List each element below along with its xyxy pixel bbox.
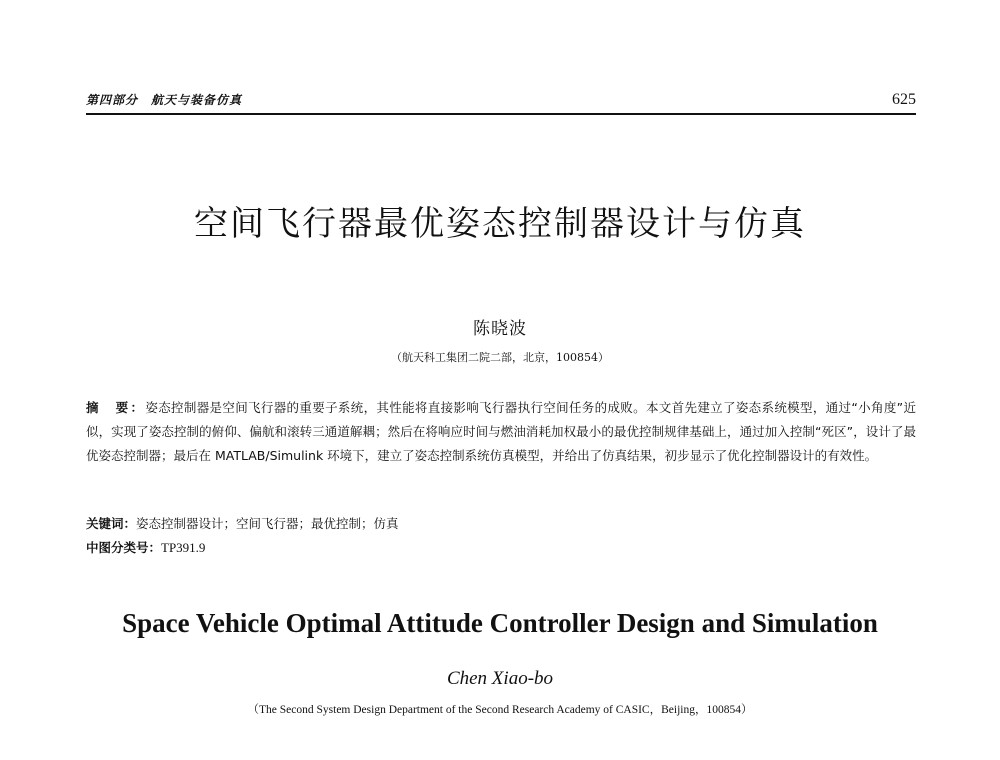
author-cn: 陈晓波 [473, 319, 527, 339]
classification-label: 中图分类号： [86, 540, 162, 555]
affiliation-en: （The Second System Design Department of the Second Research Academy of CASIC，Beijing，100854） [247, 704, 753, 716]
abstract-text: 姿态控制器是空间飞行器的重要子系统，其性能将直接影响飞行器执行空间任务的成败。本文首先建立了姿态系统模型，通过“小角度”近似，实现了姿态控制的俯仰、偏航和滚转三通道解耦；然后在将响应时间与燃油消耗加权最小的最优控制规律基础上，通过加入控制“死区”，设计了最优姿态控制器；最后在 MATLAB/Simulink 环境下，建立了姿态控制系统仿真模型，并给出了仿真结果，初步显示了优化控制器设计的有效性。 [86, 400, 916, 463]
paper-title-cn: 空间飞行器最优姿态控制器设计与仿真 [194, 204, 806, 244]
classification-value: TP391.9 [161, 540, 206, 555]
header-section-title: 第四部分 航天与装备仿真 [86, 93, 243, 107]
abstract-cn [86, 396, 916, 468]
keywords-text: 姿态控制器设计；空间飞行器；最优控制；仿真 [136, 516, 399, 531]
abstract-label: 摘 要： [86, 400, 146, 415]
keywords-cn [86, 513, 916, 535]
header-rule [86, 113, 916, 115]
page-number: 625 [892, 91, 916, 108]
running-header [86, 92, 916, 112]
classification-number [86, 537, 916, 559]
paper-title-en: Space Vehicle Optimal Attitude Controller Design and Simulation [122, 608, 878, 638]
author-en: Chen Xiao-bo [446, 668, 554, 689]
affiliation-cn: （航天科工集团二院二部，北京，100854） [391, 351, 609, 364]
keywords-label: 关键词： [86, 516, 137, 531]
